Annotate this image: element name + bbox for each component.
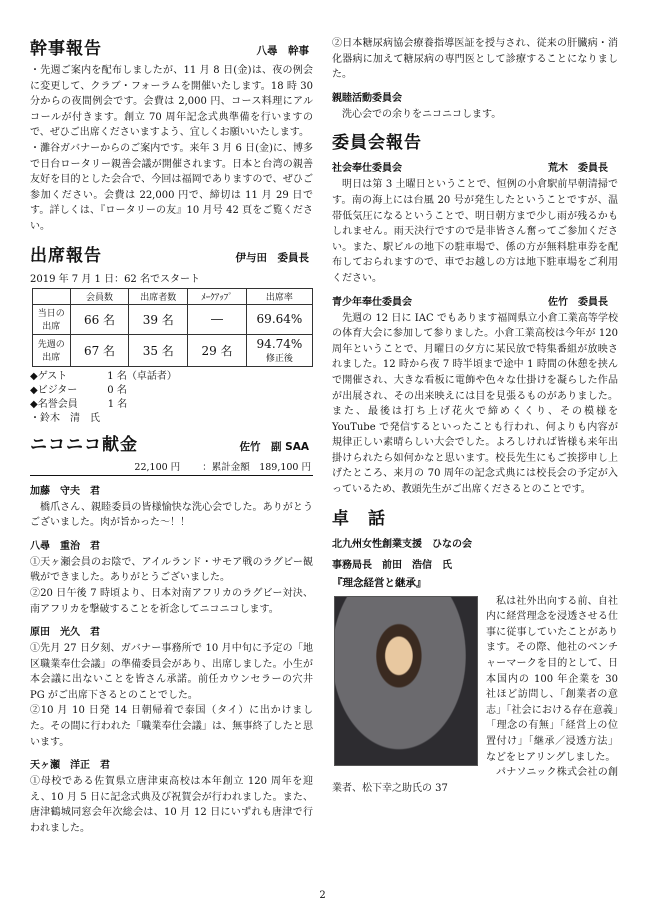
table-header: 出席率 [246, 288, 312, 304]
entry-name: 原田 光久 君 [30, 627, 100, 639]
members-cell: 67 名 [70, 334, 129, 366]
makeup-cell: ― [188, 304, 247, 334]
committee-item-text: 先週の 12 日に IAC でもあります福岡県立小倉工業高等学校の体育大会に参加して参りました。小倉工業高校は今年が 120 周年ということで、月曜日の夕方に某民放で特集番組が放映されました。12 時から夜 7 時半頃まで途中 1 時間の休憩を挟んで開催され、大きな看板に電飾や色々な仕掛けを凝らした作品が出展され、その出来映えには目を見張るものがありました。また、最後は打ち上げ花火で締めくくり、その模様を YouTube で発信するといったことも行われ、何よりも内容が規律正しい素晴らしい大会でした。よろしければ皆様も来年出掛けられたら如何かなと思います。校長先生にもご挨拶申し上げたところ、来月の 70 周年の記念式典には校長会の予定が入っているため、教頭先生がご出席くださるとのことです。 [332, 312, 618, 496]
entry-name: 八尋 重治 君 [30, 540, 100, 552]
entry-text: ②20 日午後 7 時頃より、日本対南アフリカのラグビー対決、南アフリカを撃破することを祈念してニコニコします。 [30, 587, 313, 615]
entry-name: 加藤 守夫 君 [30, 485, 100, 497]
entry-text: ①母校である佐賀県立唐津東高校は本年創立 120 周年を迎え、10 月 5 日に記念式典及び祝賀会が行われました。また、唐津鶴城同窓会年次総会は、10 月 12 日にいずれも唐津で行われました。 [30, 776, 313, 835]
attendance-table [32, 288, 313, 367]
attendees-cell: 35 名 [129, 334, 188, 366]
nikoniko-author: 佐竹 副 SAA [239, 440, 309, 453]
takuwa-text: 私は社外出向する前、自社内に経営理念を浸透させる仕事に従事していたことがあります。その際、他社のベンチャーマークを目的として、日本国内の 100 年企業を 30 社ほど訪問し、「創業者の意志」「社会における存在意義」「理念の有無」「経営上の位置付け」「継承／浸透方法」などをヒアリングしました。 [486, 595, 618, 763]
nikoniko-header [30, 430, 313, 455]
table-row [33, 334, 313, 366]
entry-text: 橋爪さん、親睦委員の皆様愉快な洗心会でした。ありがとうございました。肉が旨かった～！！ [30, 501, 313, 529]
list-item: ◆名誉会員 1 名 [30, 398, 128, 410]
continued-text: ②日本糖尿病協会療養指導医証を授与され、従来の肝臓病・消化器病に加えて糖尿病の専門医として診療することになりました。 [332, 38, 618, 81]
list-item: ◆ゲスト 1 名（卓話者） [30, 370, 177, 382]
kanji-paragraph: ・先週ご案内を配布しましたが、11 月 8 日(金)は、夜の例会に変更して、クラブ・フォーラムを開催いたします。18 時 30 分からの夜間例会です。会費は 2,000 円、コース料理にアルコールが付きます。創立 70 周年記念式典準備を行いますので、ぜひご出席くださいますよう、宜しくお願いいたします。 [30, 65, 313, 139]
table-header: ﾒｰｸｱｯﾌﾟ [188, 288, 247, 304]
list-item: ◆ビジター 0 名 [30, 384, 127, 396]
kanji-paragraph: ・灘谷ガバナーからのご案内です。来年 3 月 6 日(金)に、博多で日台ロータリー親善会議が開催されます。日本と台湾の親善友好を目的とした会合で、今回は福岡でありますので、ぜひご参加ください。会費は 22,000 円で、締切は 11 月 29 日です。詳しくは、『ロータリーの友』10 月号 42 頁をご覧ください。 [30, 142, 313, 232]
takuwa-title: 卓 話 [332, 508, 386, 529]
right-column [332, 36, 618, 796]
takuwa-header [332, 504, 618, 529]
committee-item-head: 社会奉仕委員会 荒木 委員長 [332, 163, 608, 175]
entry-text: ②10 月 10 日発 14 日朝帰着で泰国（タイ）に出かけました。その間に行われた「職業奉仕会議」は、無事終了したと思います。 [30, 705, 313, 748]
entry-name: 天ヶ瀬 洋正 君 [30, 760, 110, 772]
nikoniko-title: ニコニコ献金 [30, 434, 138, 455]
left-column [30, 30, 313, 837]
rate-cell: 69.64% [246, 304, 312, 334]
takuwa-subtitle: 『理念経営と継承』 [332, 576, 427, 589]
committee-title: 委員会報告 [332, 133, 422, 154]
page-number: 2 [319, 890, 326, 901]
takuwa-text: パナソニック株式会社の創業者、松下幸之助氏の 37 [332, 767, 618, 794]
table-header [33, 288, 71, 304]
attendance-start: 2019 年 7 月 1 日：62 名でスタート [30, 273, 200, 285]
takuwa-org: 北九州女性創業支援 ひなの会 [332, 538, 472, 550]
table-header: 出席者数 [129, 288, 188, 304]
kanji-report-title: 幹事報告 [30, 39, 102, 59]
list-item: ・鈴木 清 氏 [30, 412, 100, 424]
rate-cell: 94.74% 修正後 [246, 334, 312, 366]
shinboku-head: 親睦活動委員会 [332, 92, 402, 104]
speaker-photo [334, 596, 478, 766]
takuwa-person: 事務局長 前田 浩信 氏 [332, 559, 452, 571]
kanji-report-header [30, 34, 313, 59]
attendance-title: 出席報告 [30, 245, 102, 266]
kanji-report-author: 八尋 幹事 [256, 45, 309, 57]
attendees-cell: 39 名 [129, 304, 188, 334]
entry-text: ①天ヶ瀬会員のお陰で、アイルランド・サモア戦のラグビー観戦ができました。ありがとうございました。 [30, 556, 313, 584]
nikoniko-total: ：累計金額 189,100 円 [202, 461, 311, 473]
committee-header [332, 128, 618, 153]
committee-item-head: 青少年奉仕委員会 佐竹 委員長 [332, 296, 608, 308]
shinboku-text: 洗心会での余りをニコニコします。 [342, 108, 502, 120]
table-header: 会員数 [70, 288, 129, 304]
attendance-header [30, 241, 313, 266]
row-label: 先週の出席 [33, 334, 71, 366]
table-row [33, 304, 313, 334]
attendance-extras [30, 370, 313, 426]
nikoniko-amount: 22,100 円 [134, 461, 181, 473]
entry-text: ①先月 27 日夕刻、ガバナー事務所で 10 月中旬に予定の「地区職業奉仕会議」の準備委員会があり、出席しました。小生が本会議に出ないことを皆さん承諾。前任カウンセラーの穴井 PG がご出席下さるとのことでした。 [30, 643, 313, 701]
attendance-author: 伊与田 委員長 [235, 251, 309, 264]
committee-item-text: 明日は第 3 土曜日ということで、恒例の小倉駅前早朝清掃です。南の海上には台風 20 号が発生したということですが、温帯低気圧になるということで、明日朝方まで少し雨が残るかもしれません。雨天決行ですので是非皆さん奮ってご参加ください。また、駅ビルの地下の駐車場で、係の方が無料駐車券を配布しておられますので、車でお越しの方は地下駐車場をご利用ください。 [332, 179, 618, 284]
row-label: 当日の出席 [33, 304, 71, 334]
makeup-cell: 29 名 [188, 334, 247, 366]
members-cell: 66 名 [70, 304, 129, 334]
nikoniko-summary [30, 459, 313, 476]
